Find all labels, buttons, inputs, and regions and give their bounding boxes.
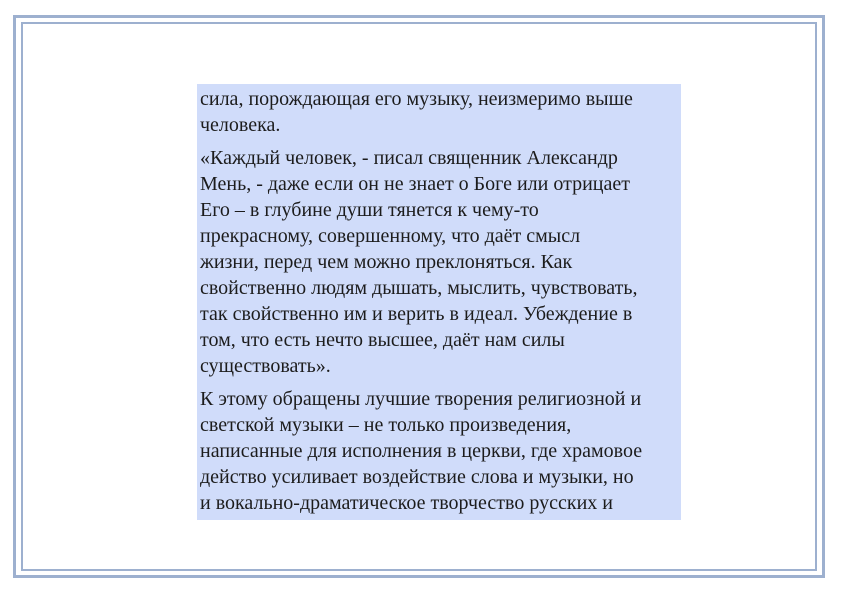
text-line: и вокально-драматическое творчество русских и — [200, 492, 613, 514]
text-line: так свойственно им и верить в идеал. Убеждение в — [200, 303, 633, 325]
text-line: прекрасному, совершенному, что даёт смысл — [200, 225, 581, 247]
text-line: действо усиливает воздействие слова и музыки, но — [200, 466, 634, 488]
text-box — [197, 84, 681, 520]
text-line: К этому обращены лучшие творения религиозной и — [200, 388, 642, 410]
text-line: жизни, перед чем можно преклоняться. Как — [200, 251, 573, 273]
text-line: существовать». — [200, 355, 331, 377]
paragraph-2-quote — [200, 145, 679, 379]
text-line: Мень, - даже если он не знает о Боге или отрицает — [200, 173, 630, 195]
text-line: Его – в глубине души тянется к чему-то — [200, 199, 539, 221]
text-line: том, что есть нечто высшее, даёт нам силы — [200, 329, 565, 351]
text-line: человека. — [200, 114, 281, 136]
paragraph-3 — [200, 386, 679, 516]
text-line: сила, порождающая его музыку, неизмеримо выше — [200, 88, 633, 110]
text-line: светской музыки – не только произведения, — [200, 414, 572, 436]
paragraph-1 — [200, 86, 679, 138]
text-line: «Каждый человек, - писал священник Александр — [200, 147, 618, 169]
text-line: написанные для исполнения в церкви, где храмовое — [200, 440, 643, 462]
text-line: свойственно людям дышать, мыслить, чувствовать, — [200, 277, 638, 299]
